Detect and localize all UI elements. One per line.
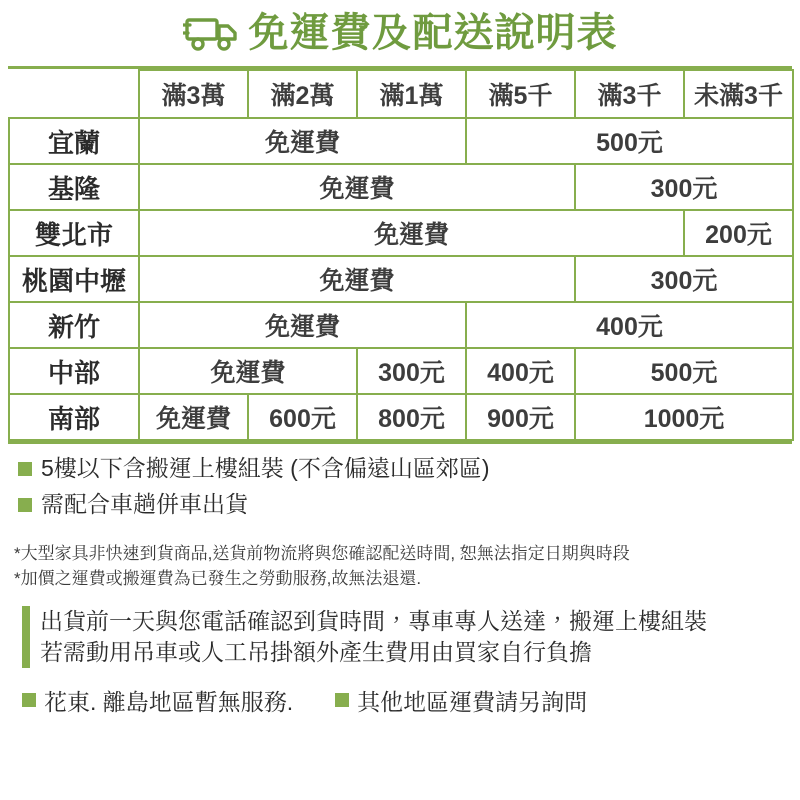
table-row-header: 中部: [9, 348, 139, 394]
table-cell: 400元: [466, 302, 793, 348]
table-cell: 免運費: [139, 302, 466, 348]
square-bullet-icon: [18, 462, 32, 476]
footer-left-text: 花東. 離島地區暫無服務.: [44, 688, 294, 715]
table-row: [9, 348, 793, 394]
table-column-header: 滿5千: [466, 70, 575, 118]
page-title-bar: [0, 0, 800, 62]
notes-list: [18, 454, 800, 519]
note-item: [18, 490, 800, 519]
square-bullet-icon: [18, 498, 32, 512]
table-cell: 免運費: [139, 164, 575, 210]
table-cell: 200元: [684, 210, 793, 256]
table-cell: 400元: [466, 348, 575, 394]
table-column-header: 滿3千: [575, 70, 684, 118]
table-column-header: 滿2萬: [248, 70, 357, 118]
truck-icon: [183, 13, 239, 53]
highlight-text: 若需動用吊車或人工吊掛額外產生費用由買家自行負擔: [40, 638, 592, 665]
table-cell: 600元: [248, 394, 357, 440]
disclaimer-text: *加價之運費或搬運費為已發生之勞動服務,故無法退還.: [14, 569, 422, 588]
vertical-bar-icon: [22, 606, 30, 668]
note-text: 5樓以下含搬運上樓組裝 (不含偏遠山區郊區): [41, 455, 490, 481]
table-cell: 免運費: [139, 256, 575, 302]
table-cell: 500元: [466, 118, 793, 164]
table-row-header: 基隆: [9, 164, 139, 210]
note-item: [18, 454, 800, 483]
square-bullet-icon: [22, 693, 36, 707]
page-title: 免運費及配送說明表: [248, 11, 618, 55]
table-row: [9, 302, 793, 348]
highlight-text: 出貨前一天與您電話確認到貨時間，專車專人送達，搬運上樓組裝: [40, 607, 707, 634]
footer-notes: [22, 684, 800, 717]
table-row: [9, 164, 793, 210]
table-cell: 300元: [575, 164, 793, 210]
table-cell: 900元: [466, 394, 575, 440]
table-row: [9, 394, 793, 440]
table-cell: 500元: [575, 348, 793, 394]
fee-table-wrap: [8, 66, 792, 444]
table-corner-cell: [9, 70, 139, 118]
table-row: [9, 256, 793, 302]
table-cell: 免運費: [139, 348, 357, 394]
table-column-header: 未滿3千: [684, 70, 793, 118]
fee-table: [8, 69, 794, 441]
table-column-header: 滿1萬: [357, 70, 466, 118]
table-row: [9, 210, 793, 256]
disclaimer-list: [14, 541, 800, 592]
table-cell: 免運費: [139, 394, 248, 440]
table-cell: 1000元: [575, 394, 793, 440]
highlight-block: [22, 606, 800, 668]
table-column-header: 滿3萬: [139, 70, 248, 118]
square-bullet-icon: [335, 693, 349, 707]
table-header-row: [9, 70, 793, 118]
table-row-header: 宜蘭: [9, 118, 139, 164]
table-cell: 300元: [575, 256, 793, 302]
table-cell: 300元: [357, 348, 466, 394]
table-cell: 免運費: [139, 118, 466, 164]
table-row-header: 桃園中壢: [9, 256, 139, 302]
note-text: 需配合車趟併車出貨: [41, 490, 248, 517]
table-row-header: 新竹: [9, 302, 139, 348]
table-cell: 免運費: [139, 210, 684, 256]
table-row-header: 南部: [9, 394, 139, 440]
table-row: [9, 118, 793, 164]
footer-right-text: 其他地區運費請另詢問: [357, 688, 588, 715]
table-cell: 800元: [357, 394, 466, 440]
disclaimer-text: *大型家具非快速到貨商品,送貨前物流將與您確認配送時間, 恕無法指定日期與時段: [14, 543, 630, 563]
table-row-header: 雙北市: [9, 210, 139, 256]
